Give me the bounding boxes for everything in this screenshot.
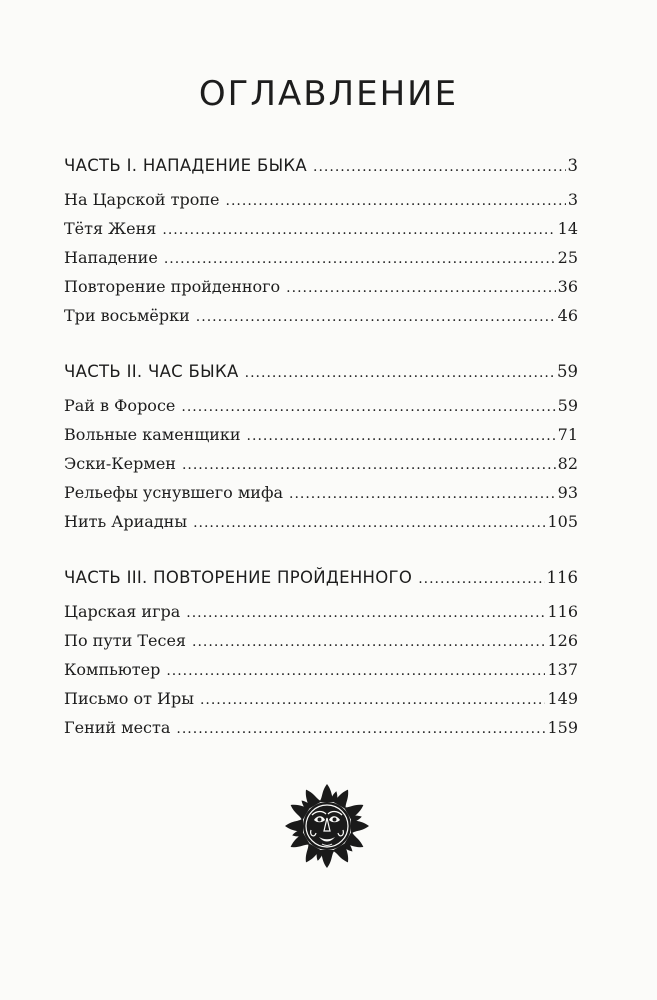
toc-page-number: 59 (557, 396, 578, 415)
toc-chapter-label: Гений места (64, 718, 171, 737)
dot-leader (313, 159, 565, 175)
toc-chapter-label: На Царской тропе (64, 190, 220, 209)
sun-face-ornament-icon (283, 782, 371, 870)
toc-page-number: 116 (547, 602, 578, 621)
dot-leader (200, 692, 546, 708)
toc-chapter[interactable] (64, 425, 578, 454)
dot-leader (193, 515, 545, 531)
toc-page-number: 159 (547, 718, 578, 737)
toc-chapter-label: Повторение пройденного (64, 277, 281, 296)
toc-chapter-label: Нить Ариадны (64, 512, 188, 531)
toc-section-part-3 (64, 568, 578, 747)
toc-page-number: 3 (567, 190, 578, 209)
dot-leader (226, 193, 566, 209)
toc-chapter[interactable] (64, 718, 578, 747)
toc-part-label: ЧАСТЬ III. ПОВТОРЕНИЕ ПРОЙДЕННОГО (64, 568, 413, 587)
dot-leader (182, 457, 556, 473)
dot-leader (289, 486, 556, 502)
toc-page-number: 59 (557, 362, 578, 381)
table-of-contents (64, 156, 578, 774)
toc-page-number: 46 (557, 306, 578, 325)
toc-chapter-label: Рельефы уснувшего мифа (64, 483, 283, 502)
toc-chapter-label: Эски-Кермен (64, 454, 176, 473)
toc-part-label: ЧАСТЬ I. НАПАДЕНИЕ БЫКА (64, 156, 308, 175)
toc-page-number: 3 (567, 156, 578, 175)
toc-chapter[interactable] (64, 396, 578, 425)
dot-leader (162, 222, 555, 238)
dot-leader (245, 365, 555, 381)
toc-chapter-label: Письмо от Иры (64, 689, 194, 708)
dot-leader (247, 428, 556, 444)
toc-chapter[interactable] (64, 190, 578, 219)
dot-leader (196, 309, 556, 325)
toc-section-part-1 (64, 156, 578, 335)
toc-section-part-2 (64, 362, 578, 541)
dot-leader (176, 721, 545, 737)
toc-chapter-label: Рай в Форосе (64, 396, 176, 415)
toc-chapter[interactable] (64, 219, 578, 248)
toc-chapter[interactable] (64, 660, 578, 689)
toc-part-heading[interactable] (64, 568, 578, 602)
toc-page-number: 71 (557, 425, 578, 444)
toc-chapter[interactable] (64, 277, 578, 306)
toc-chapter-label: Царская игра (64, 602, 181, 621)
toc-chapter-label: Компьютер (64, 660, 161, 679)
toc-page-number: 36 (557, 277, 578, 296)
toc-chapter[interactable] (64, 306, 578, 335)
toc-chapter-label: Три восьмёрки (64, 306, 190, 325)
toc-page-number: 149 (547, 689, 578, 708)
toc-chapter-label: Тётя Женя (64, 219, 157, 238)
toc-chapter[interactable] (64, 512, 578, 541)
page-title: ОГЛАВЛЕНИЕ (198, 74, 459, 114)
toc-page-number: 14 (557, 219, 578, 238)
toc-page-number: 137 (547, 660, 578, 679)
toc-page-number: 105 (547, 512, 578, 531)
toc-chapter[interactable] (64, 602, 578, 631)
toc-page-number: 126 (547, 631, 578, 650)
dot-leader (192, 634, 545, 650)
toc-chapter[interactable] (64, 631, 578, 660)
toc-page-number: 116 (546, 568, 578, 587)
toc-chapter[interactable] (64, 454, 578, 483)
toc-page-number: 25 (557, 248, 578, 267)
toc-chapter-label: По пути Тесея (64, 631, 187, 650)
toc-chapter-label: Нападение (64, 248, 158, 267)
toc-chapter[interactable] (64, 248, 578, 277)
toc-part-label: ЧАСТЬ II. ЧАС БЫКА (64, 362, 239, 381)
toc-page-number: 93 (557, 483, 578, 502)
dot-leader (164, 251, 556, 267)
dot-leader (166, 663, 545, 679)
toc-chapter[interactable] (64, 689, 578, 718)
dot-leader (181, 399, 555, 415)
dot-leader (186, 605, 545, 621)
toc-page-number: 82 (557, 454, 578, 473)
toc-part-heading[interactable] (64, 156, 578, 190)
dot-leader (286, 280, 555, 296)
toc-chapter[interactable] (64, 483, 578, 512)
dot-leader (418, 571, 544, 587)
toc-part-heading[interactable] (64, 362, 578, 396)
toc-chapter-label: Вольные каменщики (64, 425, 241, 444)
